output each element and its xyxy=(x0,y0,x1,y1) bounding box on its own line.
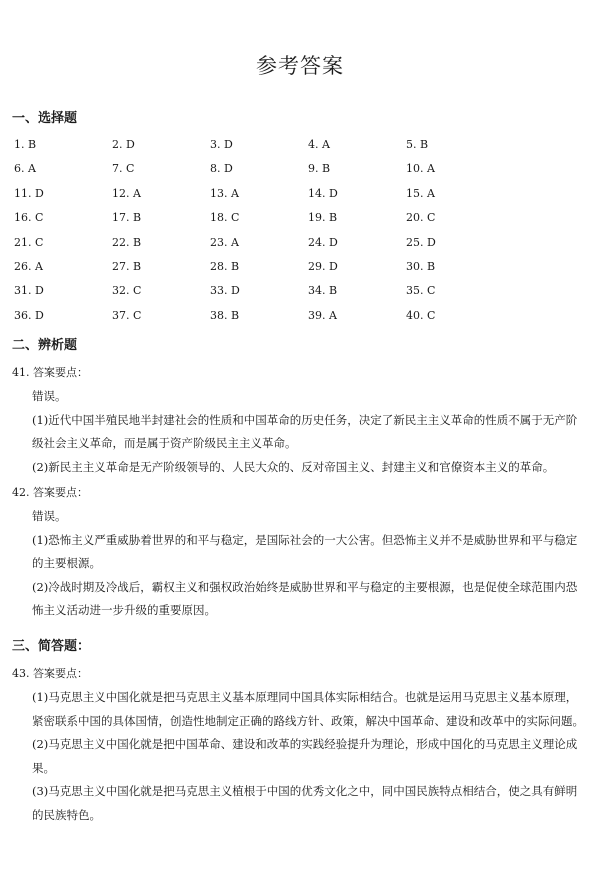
page-title: 参考答案 xyxy=(256,54,344,78)
question-label: 43. 答案要点： xyxy=(12,667,88,680)
answer-cell: 35. C xyxy=(406,284,436,298)
answer-cell: 39. A xyxy=(308,308,337,322)
answer-cell: 36. D xyxy=(14,308,44,322)
answer-cell: 10. A xyxy=(406,162,435,176)
answer-cell: 8. D xyxy=(210,162,233,176)
question-42 xyxy=(12,481,588,623)
answer-cell: 5. B xyxy=(406,138,429,151)
answer-cell: 14. D xyxy=(308,186,338,200)
answer-cell: 30. B xyxy=(406,259,436,273)
answer-cell: 20. C xyxy=(406,211,436,225)
answer-cell: 33. D xyxy=(210,284,240,298)
answer-cell: 21. C xyxy=(14,235,44,249)
answer-cell: 13. A xyxy=(210,186,239,200)
answer-cell: 15. A xyxy=(406,186,435,200)
question-label: 41. 答案要点： xyxy=(12,366,88,379)
answer-cell: 25. D xyxy=(406,235,436,249)
answer-cell: 22. B xyxy=(112,235,142,249)
answer-cell: 9. B xyxy=(308,162,331,176)
answer-cell: 1. B xyxy=(14,138,37,151)
answer-cell: 12. A xyxy=(112,186,141,200)
answer-cell: 26. A xyxy=(14,259,43,273)
question-label: 42. 答案要点： xyxy=(12,486,88,499)
answer-cell: 16. C xyxy=(14,211,44,225)
answer-cell: 37. C xyxy=(112,308,142,322)
answer-cell: 2. D xyxy=(112,138,135,151)
verdict: 错误。 xyxy=(32,389,67,403)
answer-cell: 17. B xyxy=(112,211,142,225)
answer-point: (1)近代中国半殖民地半封建社会的性质和中国革命的历史任务，决定了新民主主义革命的性质不属于无产阶级社会主义革命，而是属于资产阶级民主主义革命。 xyxy=(32,412,578,450)
answer-cell: 24. D xyxy=(308,235,338,249)
section-heading-discern: 二、辨析题 xyxy=(12,338,78,353)
answer-cell: 28. B xyxy=(210,259,240,273)
answer-cell: 18. C xyxy=(210,211,240,225)
answer-body xyxy=(12,686,588,827)
question-41 xyxy=(12,361,588,479)
answer-cell: 29. D xyxy=(308,259,338,273)
answer-body xyxy=(12,385,588,479)
answer-point: (1)马克思主义中国化就是把马克思主义基本原理同中国具体实际相结合。也就是运用马克思主义基本原理，紧密联系中国的具体国情，创造性地制定正确的路线方针、政策，解决中国革命、建设和改革中的实际问题。 xyxy=(32,690,584,728)
answer-cell: 23. A xyxy=(210,235,239,249)
answer-cell: 3. D xyxy=(210,138,233,151)
section-heading-short: 三、简答题： xyxy=(12,639,91,654)
answer-point: (1)恐怖主义严重威胁着世界的和平与稳定，是国际社会的一大公害。但恐怖主义并不是威胁世界和平与稳定的主要根源。 xyxy=(32,532,578,570)
answer-cell: 7. C xyxy=(112,162,135,176)
section-heading-choice: 一、选择题 xyxy=(12,111,78,126)
answer-cell: 40. C xyxy=(406,308,436,322)
answer-cell: 4. A xyxy=(308,138,330,151)
verdict: 错误。 xyxy=(32,509,67,523)
answer-point: (3)马克思主义中国化就是把马克思主义植根于中国的优秀文化之中，同中国民族特点相结合，使之具有鲜明的民族特色。 xyxy=(32,784,578,822)
answer-point: (2)冷战时期及冷战后，霸权主义和强权政治始终是威胁世界和平与稳定的主要根源，也是促使全球范围内恐怖主义活动进一步升级的重要原因。 xyxy=(32,579,578,617)
answer-cell: 11. D xyxy=(14,186,44,200)
answer-cell: 19. B xyxy=(308,211,338,225)
question-43 xyxy=(12,662,588,827)
answer-cell: 32. C xyxy=(112,284,142,298)
answer-point: (2)马克思主义中国化就是把中国革命、建设和改革的实践经验提升为理论，形成中国化的马克思主义理论成果。 xyxy=(32,737,578,775)
answer-cell: 6. A xyxy=(14,162,36,176)
answer-cell: 27. B xyxy=(112,259,142,273)
answer-cell: 38. B xyxy=(210,308,240,322)
answer-point: (2)新民主主义革命是无产阶级领导的、人民大众的、反对帝国主义、封建主义和官僚资本主义的革命。 xyxy=(32,459,555,474)
answer-cell: 34. B xyxy=(308,284,338,298)
answer-body xyxy=(12,505,588,623)
answer-cell: 31. D xyxy=(14,284,44,298)
